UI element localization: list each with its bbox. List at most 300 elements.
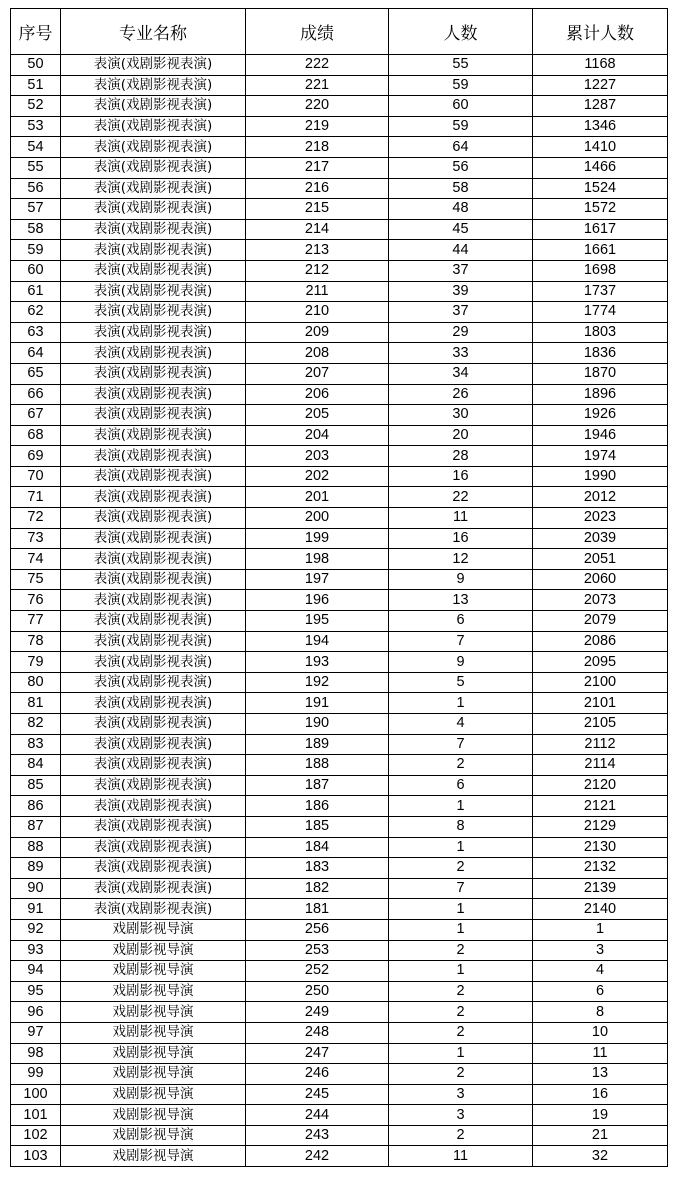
cell-cumulative: 16 [533,1084,668,1105]
cell-count: 22 [389,487,533,508]
cell-score: 253 [246,940,389,961]
cell-cumulative: 2079 [533,611,668,632]
cell-seq: 81 [11,693,61,714]
cell-seq: 93 [11,940,61,961]
cell-seq: 65 [11,363,61,384]
cell-score: 198 [246,549,389,570]
cell-major: 表演(戏剧影视表演) [61,240,246,261]
table-row [11,137,668,158]
table-row [11,816,668,837]
cell-score: 202 [246,466,389,487]
table-row [11,219,668,240]
cell-seq: 103 [11,1146,61,1167]
cell-count: 45 [389,219,533,240]
table-row [11,1125,668,1146]
table-row [11,1146,668,1167]
cell-major: 表演(戏剧影视表演) [61,816,246,837]
cell-count: 30 [389,405,533,426]
cell-major: 表演(戏剧影视表演) [61,590,246,611]
table-row [11,425,668,446]
cell-seq: 83 [11,734,61,755]
cell-count: 58 [389,178,533,199]
cell-cumulative: 2140 [533,899,668,920]
score-distribution-table [10,8,668,1167]
cell-score: 193 [246,652,389,673]
cell-major: 表演(戏剧影视表演) [61,487,246,508]
table-row [11,631,668,652]
table-row [11,116,668,137]
cell-cumulative: 1661 [533,240,668,261]
cell-count: 16 [389,528,533,549]
cell-seq: 72 [11,508,61,529]
table-row [11,466,668,487]
cell-seq: 58 [11,219,61,240]
cell-count: 1 [389,899,533,920]
cell-score: 203 [246,446,389,467]
cell-cumulative: 1774 [533,302,668,323]
cell-cumulative: 2095 [533,652,668,673]
cell-seq: 100 [11,1084,61,1105]
cell-seq: 54 [11,137,61,158]
cell-major: 戏剧影视导演 [61,940,246,961]
cell-major: 戏剧影视导演 [61,1084,246,1105]
cell-seq: 62 [11,302,61,323]
cell-count: 1 [389,919,533,940]
cell-cumulative: 2114 [533,755,668,776]
cell-count: 60 [389,96,533,117]
cell-major: 戏剧影视导演 [61,961,246,982]
cell-count: 1 [389,961,533,982]
cell-cumulative: 2051 [533,549,668,570]
cell-cumulative: 2086 [533,631,668,652]
cell-cumulative: 3 [533,940,668,961]
cell-seq: 94 [11,961,61,982]
cell-count: 48 [389,199,533,220]
table-body [11,55,668,1167]
cell-major: 戏剧影视导演 [61,1105,246,1126]
table-row [11,837,668,858]
cell-count: 7 [389,734,533,755]
cell-score: 209 [246,322,389,343]
cell-cumulative: 1 [533,919,668,940]
cell-count: 34 [389,363,533,384]
cell-cumulative: 1896 [533,384,668,405]
cell-cumulative: 2101 [533,693,668,714]
cell-major: 戏剧影视导演 [61,981,246,1002]
cell-major: 表演(戏剧影视表演) [61,652,246,673]
cell-cumulative: 2023 [533,508,668,529]
cell-cumulative: 2100 [533,672,668,693]
cell-score: 247 [246,1043,389,1064]
table-row [11,796,668,817]
cell-cumulative: 1974 [533,446,668,467]
cell-seq: 102 [11,1125,61,1146]
cell-seq: 79 [11,652,61,673]
cell-count: 2 [389,1064,533,1085]
table-row [11,260,668,281]
cell-score: 188 [246,755,389,776]
cell-cumulative: 1227 [533,75,668,96]
cell-count: 1 [389,693,533,714]
table-row [11,178,668,199]
cell-count: 2 [389,1022,533,1043]
table-row [11,590,668,611]
cell-cumulative: 1410 [533,137,668,158]
cell-cumulative: 1870 [533,363,668,384]
table-row [11,899,668,920]
cell-major: 表演(戏剧影视表演) [61,858,246,879]
cell-seq: 67 [11,405,61,426]
cell-cumulative: 6 [533,981,668,1002]
cell-major: 戏剧影视导演 [61,1002,246,1023]
cell-major: 表演(戏剧影视表演) [61,508,246,529]
cell-seq: 56 [11,178,61,199]
cell-major: 表演(戏剧影视表演) [61,260,246,281]
table-row [11,343,668,364]
cell-score: 200 [246,508,389,529]
table-row [11,75,668,96]
cell-major: 表演(戏剧影视表演) [61,178,246,199]
cell-major: 表演(戏剧影视表演) [61,116,246,137]
cell-seq: 64 [11,343,61,364]
cell-count: 11 [389,508,533,529]
table-row [11,1002,668,1023]
cell-major: 表演(戏剧影视表演) [61,631,246,652]
cell-major: 戏剧影视导演 [61,1125,246,1146]
cell-cumulative: 4 [533,961,668,982]
cell-seq: 78 [11,631,61,652]
cell-count: 6 [389,775,533,796]
cell-seq: 77 [11,611,61,632]
cell-major: 表演(戏剧影视表演) [61,549,246,570]
table-row [11,775,668,796]
cell-score: 186 [246,796,389,817]
table-row [11,961,668,982]
table-row [11,1064,668,1085]
cell-cumulative: 2039 [533,528,668,549]
cell-score: 189 [246,734,389,755]
cell-score: 217 [246,157,389,178]
cell-seq: 74 [11,549,61,570]
cell-count: 1 [389,796,533,817]
cell-seq: 53 [11,116,61,137]
table-row [11,652,668,673]
cell-cumulative: 1524 [533,178,668,199]
cell-count: 26 [389,384,533,405]
cell-count: 2 [389,858,533,879]
cell-major: 表演(戏剧影视表演) [61,281,246,302]
cell-major: 表演(戏剧影视表演) [61,734,246,755]
cell-seq: 70 [11,466,61,487]
cell-major: 表演(戏剧影视表演) [61,199,246,220]
table-row [11,157,668,178]
table-row [11,672,668,693]
table-row [11,549,668,570]
cell-seq: 90 [11,878,61,899]
cell-major: 表演(戏剧影视表演) [61,796,246,817]
cell-cumulative: 11 [533,1043,668,1064]
table-row [11,384,668,405]
cell-score: 213 [246,240,389,261]
cell-score: 242 [246,1146,389,1167]
header-count: 人数 [389,9,533,55]
cell-seq: 59 [11,240,61,261]
cell-score: 207 [246,363,389,384]
table-row [11,281,668,302]
cell-cumulative: 2132 [533,858,668,879]
cell-score: 183 [246,858,389,879]
cell-cumulative: 1737 [533,281,668,302]
cell-count: 2 [389,1002,533,1023]
cell-major: 表演(戏剧影视表演) [61,466,246,487]
cell-score: 212 [246,260,389,281]
cell-major: 表演(戏剧影视表演) [61,775,246,796]
cell-cumulative: 2105 [533,714,668,735]
cell-major: 表演(戏剧影视表演) [61,425,246,446]
cell-seq: 68 [11,425,61,446]
cell-major: 表演(戏剧影视表演) [61,322,246,343]
cell-major: 表演(戏剧影视表演) [61,363,246,384]
cell-major: 戏剧影视导演 [61,1022,246,1043]
cell-count: 56 [389,157,533,178]
cell-score: 221 [246,75,389,96]
table-row [11,199,668,220]
cell-count: 2 [389,755,533,776]
cell-seq: 55 [11,157,61,178]
cell-cumulative: 2129 [533,816,668,837]
cell-seq: 69 [11,446,61,467]
cell-count: 9 [389,652,533,673]
cell-count: 6 [389,611,533,632]
cell-seq: 88 [11,837,61,858]
cell-seq: 89 [11,858,61,879]
cell-major: 表演(戏剧影视表演) [61,302,246,323]
table-row [11,981,668,1002]
table-row [11,528,668,549]
cell-score: 187 [246,775,389,796]
cell-count: 59 [389,75,533,96]
cell-cumulative: 10 [533,1022,668,1043]
cell-count: 55 [389,55,533,76]
cell-count: 64 [389,137,533,158]
cell-score: 220 [246,96,389,117]
cell-cumulative: 2112 [533,734,668,755]
cell-major: 表演(戏剧影视表演) [61,75,246,96]
cell-seq: 63 [11,322,61,343]
cell-cumulative: 21 [533,1125,668,1146]
table-row [11,611,668,632]
cell-cumulative: 2012 [533,487,668,508]
table-row [11,940,668,961]
cell-score: 196 [246,590,389,611]
table-row [11,878,668,899]
cell-count: 1 [389,837,533,858]
cell-major: 表演(戏剧影视表演) [61,899,246,920]
cell-score: 222 [246,55,389,76]
cell-count: 16 [389,466,533,487]
table-row [11,919,668,940]
cell-cumulative: 1990 [533,466,668,487]
cell-major: 表演(戏剧影视表演) [61,384,246,405]
cell-score: 199 [246,528,389,549]
cell-major: 表演(戏剧影视表演) [61,693,246,714]
table-row [11,446,668,467]
table-header [11,9,668,55]
table-row [11,302,668,323]
cell-seq: 87 [11,816,61,837]
cell-score: 219 [246,116,389,137]
cell-count: 1 [389,1043,533,1064]
cell-score: 244 [246,1105,389,1126]
cell-seq: 92 [11,919,61,940]
cell-score: 201 [246,487,389,508]
cell-seq: 96 [11,1002,61,1023]
table-row [11,858,668,879]
table-row [11,1084,668,1105]
cell-count: 8 [389,816,533,837]
cell-major: 表演(戏剧影视表演) [61,569,246,590]
cell-score: 185 [246,816,389,837]
cell-major: 表演(戏剧影视表演) [61,878,246,899]
cell-score: 197 [246,569,389,590]
cell-cumulative: 1346 [533,116,668,137]
cell-cumulative: 2073 [533,590,668,611]
cell-major: 表演(戏剧影视表演) [61,528,246,549]
cell-count: 20 [389,425,533,446]
header-seq: 序号 [11,9,61,55]
cell-cumulative: 1926 [533,405,668,426]
cell-score: 218 [246,137,389,158]
table-row [11,55,668,76]
cell-seq: 86 [11,796,61,817]
header-row [11,9,668,55]
cell-score: 190 [246,714,389,735]
cell-count: 2 [389,981,533,1002]
cell-seq: 71 [11,487,61,508]
cell-cumulative: 1617 [533,219,668,240]
cell-seq: 50 [11,55,61,76]
cell-score: 252 [246,961,389,982]
table-row [11,1022,668,1043]
cell-score: 181 [246,899,389,920]
cell-score: 211 [246,281,389,302]
cell-cumulative: 8 [533,1002,668,1023]
cell-count: 7 [389,631,533,652]
cell-cumulative: 1168 [533,55,668,76]
cell-major: 戏剧影视导演 [61,1146,246,1167]
cell-cumulative: 1836 [533,343,668,364]
cell-major: 表演(戏剧影视表演) [61,343,246,364]
cell-score: 250 [246,981,389,1002]
table-row [11,96,668,117]
cell-seq: 60 [11,260,61,281]
table-row [11,714,668,735]
cell-count: 37 [389,302,533,323]
cell-cumulative: 1287 [533,96,668,117]
cell-major: 戏剧影视导演 [61,1043,246,1064]
table-row [11,240,668,261]
cell-count: 33 [389,343,533,364]
cell-major: 表演(戏剧影视表演) [61,137,246,158]
cell-cumulative: 2130 [533,837,668,858]
table-row [11,734,668,755]
cell-seq: 75 [11,569,61,590]
cell-count: 37 [389,260,533,281]
cell-major: 表演(戏剧影视表演) [61,611,246,632]
cell-score: 204 [246,425,389,446]
cell-score: 192 [246,672,389,693]
cell-count: 2 [389,940,533,961]
cell-count: 12 [389,549,533,570]
cell-score: 205 [246,405,389,426]
cell-count: 4 [389,714,533,735]
cell-seq: 76 [11,590,61,611]
cell-major: 表演(戏剧影视表演) [61,837,246,858]
cell-cumulative: 1698 [533,260,668,281]
cell-major: 戏剧影视导演 [61,919,246,940]
cell-count: 5 [389,672,533,693]
cell-cumulative: 1572 [533,199,668,220]
cell-seq: 57 [11,199,61,220]
cell-seq: 73 [11,528,61,549]
cell-cumulative: 1466 [533,157,668,178]
cell-cumulative: 1803 [533,322,668,343]
cell-major: 表演(戏剧影视表演) [61,446,246,467]
cell-count: 13 [389,590,533,611]
cell-count: 3 [389,1105,533,1126]
table-row [11,569,668,590]
cell-major: 表演(戏剧影视表演) [61,755,246,776]
cell-cumulative: 19 [533,1105,668,1126]
cell-count: 28 [389,446,533,467]
cell-score: 182 [246,878,389,899]
cell-seq: 82 [11,714,61,735]
cell-major: 表演(戏剧影视表演) [61,714,246,735]
cell-major: 表演(戏剧影视表演) [61,157,246,178]
table-row [11,693,668,714]
cell-score: 248 [246,1022,389,1043]
cell-cumulative: 2139 [533,878,668,899]
cell-cumulative: 13 [533,1064,668,1085]
header-major: 专业名称 [61,9,246,55]
cell-score: 249 [246,1002,389,1023]
cell-score: 191 [246,693,389,714]
table-row [11,1043,668,1064]
table-row [11,322,668,343]
table-row [11,405,668,426]
cell-major: 表演(戏剧影视表演) [61,55,246,76]
cell-score: 243 [246,1125,389,1146]
cell-seq: 97 [11,1022,61,1043]
table-row [11,1105,668,1126]
cell-cumulative: 2121 [533,796,668,817]
cell-score: 246 [246,1064,389,1085]
cell-cumulative: 1946 [533,425,668,446]
cell-count: 11 [389,1146,533,1167]
cell-count: 59 [389,116,533,137]
cell-count: 44 [389,240,533,261]
cell-seq: 98 [11,1043,61,1064]
cell-cumulative: 2060 [533,569,668,590]
cell-major: 表演(戏剧影视表演) [61,96,246,117]
header-cumulative: 累计人数 [533,9,668,55]
cell-seq: 51 [11,75,61,96]
cell-count: 29 [389,322,533,343]
cell-seq: 91 [11,899,61,920]
cell-seq: 61 [11,281,61,302]
cell-count: 39 [389,281,533,302]
cell-seq: 52 [11,96,61,117]
